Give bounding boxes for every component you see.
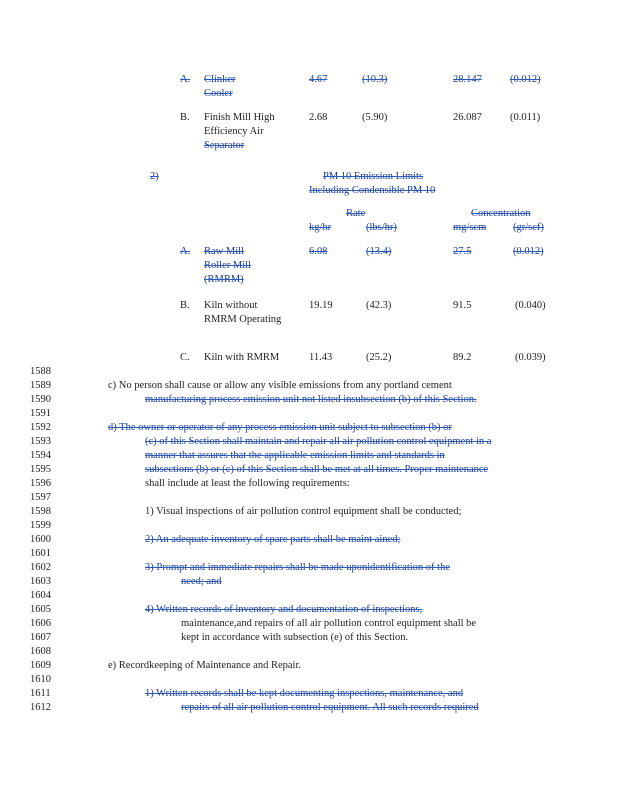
item-1: 1) Visual inspections of air pollution control equipment shall be conducted; bbox=[145, 506, 462, 517]
item-4-line-1: 4) Written records of inventory and documentation of inspections, bbox=[145, 604, 423, 615]
line-number: 1607 bbox=[30, 632, 51, 643]
line-number: 1596 bbox=[30, 478, 51, 489]
table1-row-b-name-2: Efficiency Air bbox=[204, 126, 264, 137]
line-number: 1594 bbox=[30, 450, 51, 461]
table2-row-b-letter: B. bbox=[180, 300, 190, 311]
line-number: 1601 bbox=[30, 548, 51, 559]
para-c-line-2: manufacturing process emission unit not listed insubsection (b) of this Section. bbox=[145, 394, 477, 405]
table2-row-a-name-1: Raw Mill bbox=[204, 246, 244, 257]
table2-unit-lbshr: (lbs/hr) bbox=[366, 222, 397, 233]
table2-row-a-grscf: (0.012) bbox=[513, 246, 544, 257]
line-number: 1588 bbox=[30, 366, 51, 377]
table1-row-a-grscf: (0.012) bbox=[510, 74, 541, 85]
table2-row-a-letter: A. bbox=[180, 246, 191, 257]
table2-row-a-name-3: (RMRM) bbox=[204, 274, 244, 285]
line-number: 1612 bbox=[30, 702, 51, 713]
item-4-line-2: maintenance,and repairs of all air pollution control equipment shall be bbox=[181, 618, 477, 629]
table2-unit-kghr: kg/hr bbox=[309, 222, 332, 233]
table2-row-a-lbshr: (13.4) bbox=[366, 246, 392, 257]
table2-header-1: PM 10 Emission Limits bbox=[323, 171, 424, 182]
table2-row-b-grscf: (0.040) bbox=[515, 300, 546, 311]
table1-row-b-mgscm: 26.087 bbox=[453, 112, 482, 123]
line-number: 1602 bbox=[30, 562, 51, 573]
line-number: 1604 bbox=[30, 590, 51, 601]
item-3-line-2: need; and bbox=[181, 576, 222, 587]
table1-row-b-lbshr: (5.90) bbox=[362, 112, 388, 123]
line-number: 1591 bbox=[30, 408, 51, 419]
line-number: 1592 bbox=[30, 422, 51, 433]
line-number: 1611 bbox=[30, 688, 51, 699]
para-e1-line-2: repairs of all air pollution control equipment. All such records required bbox=[181, 702, 479, 713]
line-number: 1605 bbox=[30, 604, 51, 615]
para-d-line-3: manner that assures that the applicable emission limits and standards in bbox=[145, 450, 445, 461]
para-c-line-1: c) No person shall cause or allow any visible emissions from any portland cement bbox=[108, 380, 452, 391]
table1-row-b-grscf: (0.011) bbox=[510, 112, 541, 123]
line-number-column bbox=[30, 365, 51, 715]
table1-row-a-kghr: 4.67 bbox=[309, 74, 328, 85]
table2-conc-label: Concentration bbox=[471, 208, 531, 219]
line-number: 1603 bbox=[30, 576, 51, 587]
table2-number: 2) bbox=[150, 171, 159, 182]
table2-row-a-mgscm: 27.5 bbox=[453, 246, 472, 257]
table2-unit-mgscm: mg/scm bbox=[453, 222, 487, 233]
table1-row-a-letter: A. bbox=[180, 74, 191, 85]
para-d-line-2: (c) of this Section shall maintain and repair all air pollution control equipment in a bbox=[145, 436, 492, 447]
para-d-line-5: shall include at least the following requirements: bbox=[145, 478, 350, 489]
table1-row-b-kghr: 2.68 bbox=[309, 112, 328, 123]
table1-row-a-name-2: Cooler bbox=[204, 88, 233, 99]
line-number: 1589 bbox=[30, 380, 51, 391]
table2-row-b-name-1: Kiln without bbox=[204, 300, 258, 311]
line-number: 1610 bbox=[30, 674, 51, 685]
table1-row-a-mgscm: 28.147 bbox=[453, 74, 482, 85]
table2-row-a-kghr: 6.08 bbox=[309, 246, 328, 257]
table2-row-c-name-1: Kiln with RMRM bbox=[204, 352, 280, 363]
line-number: 1598 bbox=[30, 506, 51, 517]
line-number: 1597 bbox=[30, 492, 51, 503]
table2-row-c-kghr: 11.43 bbox=[309, 352, 333, 363]
table2-row-c-letter: C. bbox=[180, 352, 190, 363]
table2-row-b-kghr: 19.19 bbox=[309, 300, 333, 311]
table1-row-b-name-1: Finish Mill High bbox=[204, 112, 275, 123]
table1-row-b-letter: B. bbox=[180, 112, 190, 123]
table2-row-b-name-2: RMRM Operating bbox=[204, 314, 282, 325]
table2-rate-label: Rate bbox=[346, 208, 366, 219]
table2-row-a-name-2: Roller Mill bbox=[204, 260, 251, 271]
table2-row-c-grscf: (0.039) bbox=[515, 352, 546, 363]
table1-row-a-lbshr: (10.3) bbox=[362, 74, 388, 85]
para-e1-line-1: 1) Written records shall be kept documenting inspections, maintenance, and bbox=[145, 688, 464, 699]
para-d-line-1: d) The owner or operator of any process emission unit subject to subsection (b) or bbox=[108, 422, 452, 433]
para-e-heading: e) Recordkeeping of Maintenance and Repair. bbox=[108, 660, 302, 671]
item-4-line-3: kept in accordance with subsection (e) of this Section. bbox=[181, 632, 409, 643]
table2-unit-grscf: (gr/scf) bbox=[513, 222, 544, 233]
line-number: 1608 bbox=[30, 646, 51, 657]
table2-row-b-mgscm: 91.5 bbox=[453, 300, 472, 311]
line-number: 1606 bbox=[30, 618, 51, 629]
table1-row-a-name-1: Clinker bbox=[204, 74, 236, 85]
table2-row-b-lbshr: (42.3) bbox=[366, 300, 392, 311]
table2-row-c-mgscm: 89.2 bbox=[453, 352, 472, 363]
line-number: 1590 bbox=[30, 394, 51, 405]
para-d-line-4: subsections (b) or (c) of this Section shall be met at all times. Proper maintenance bbox=[145, 464, 489, 475]
item-3-line-1: 3) Prompt and immediate repairs shall be made uponidentification of the bbox=[145, 562, 450, 573]
line-number: 1600 bbox=[30, 534, 51, 545]
line-number: 1599 bbox=[30, 520, 51, 531]
table2-row-c-lbshr: (25.2) bbox=[366, 352, 392, 363]
table2-header-2: Including Condensible PM 10 bbox=[309, 185, 436, 196]
table1-row-b-name-3: Separator bbox=[204, 140, 245, 151]
line-number: 1595 bbox=[30, 464, 51, 475]
item-2: 2) An adequate inventory of spare parts shall be maint ained; bbox=[145, 534, 401, 545]
line-number: 1593 bbox=[30, 436, 51, 447]
line-number: 1609 bbox=[30, 660, 51, 671]
